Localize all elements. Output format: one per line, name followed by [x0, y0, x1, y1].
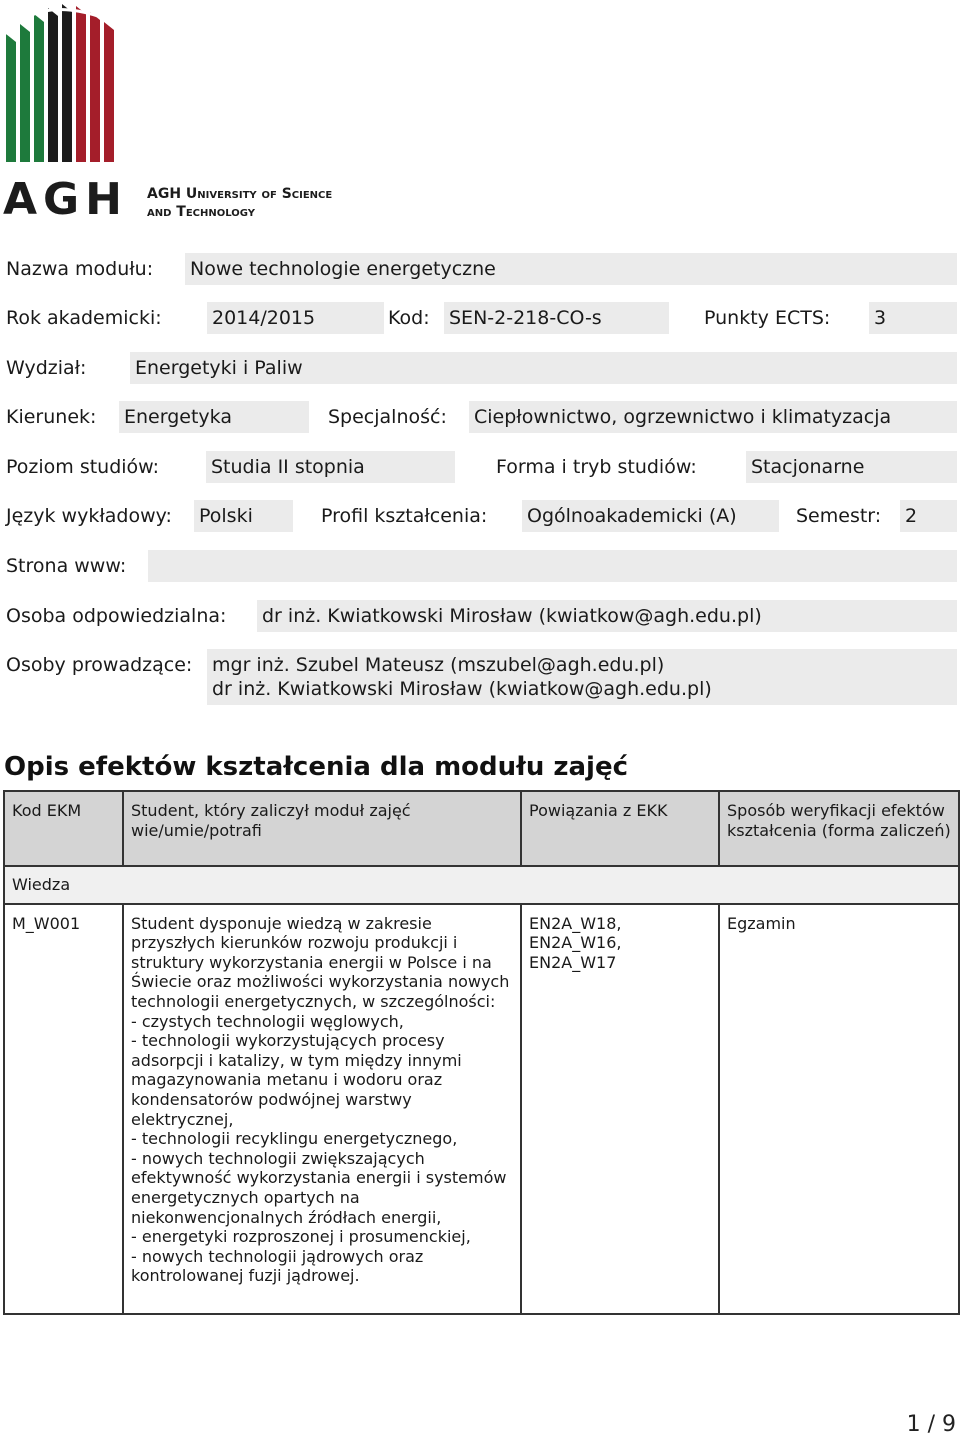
- specjalnosc-label: Specjalność:: [328, 406, 447, 428]
- ects-value: 3: [869, 302, 957, 334]
- efekty-table: [3, 790, 960, 1315]
- table-header-row: [4, 791, 959, 866]
- forma-label: Forma i tryb studiów:: [496, 456, 697, 478]
- table-section-row: [4, 866, 959, 904]
- prowadzacy-label: Osoby prowadzące:: [6, 654, 193, 676]
- prowadzacy-2: dr inż. Kwiatkowski Mirosław (kwiatkow@agh.edu.pl): [212, 678, 712, 700]
- logo-abbr: AGH: [3, 174, 128, 225]
- cell-kod: M_W001: [4, 904, 123, 1314]
- semestr-value: 2: [900, 500, 957, 532]
- semestr-label: Semestr:: [796, 505, 882, 527]
- table-row: [4, 904, 959, 1314]
- header-opis: Student, który zaliczył moduł zajęć wie/umie/potrafi: [123, 791, 521, 866]
- poziom-label: Poziom studiów:: [6, 456, 160, 478]
- rok-value: 2014/2015: [207, 302, 384, 334]
- agh-emblem-icon: [2, 2, 122, 172]
- section-wiedza: Wiedza: [4, 866, 959, 904]
- nazwa-value: Nowe technologie energetyczne: [185, 253, 957, 285]
- section-title: Opis efektów kształcenia dla modułu zajęć: [4, 752, 629, 782]
- cell-weryfikacja: Egzamin: [719, 904, 959, 1314]
- kierunek-label: Kierunek:: [6, 406, 97, 428]
- osoba-value: dr inż. Kwiatkowski Mirosław (kwiatkow@agh.edu.pl): [257, 600, 957, 632]
- cell-opis: Student dysponuje wiedzą w zakresie przyszłych kierunków rozwoju produkcji i struktury wykorzystania energii w Polsce i na Świecie oraz możliwości wykorzystania nowych technologii energetycznych, w szczególności: - czystych technologii węglowych, - technologii wykorzystujących procesy adsorpcji i katalizy, w tym między innymi magazynowania metanu i wodoru oraz kondensatorów podwójnej warstwy elektrycznej, - technologii recyklingu energetycznego, - nowych technologii zwiększających efektywność wykorzystania energii i systemów energetycznych opartych na niekonwencjonalnych źródłach energii, - energetyki rozproszonej i prosumenckiej, - nowych technologii jądrowych oraz kontrolowanej fuzji jądrowej.: [123, 904, 521, 1314]
- poziom-value: Studia II stopnia: [206, 451, 455, 483]
- rok-label: Rok akademicki:: [6, 307, 162, 329]
- jezyk-value: Polski: [194, 500, 293, 532]
- page-number: 1 / 9: [906, 1412, 956, 1437]
- jezyk-label: Język wykładowy:: [6, 505, 172, 527]
- cell-powiazania: EN2A_W18, EN2A_W16, EN2A_W17: [521, 904, 719, 1314]
- profil-label: Profil kształcenia:: [321, 505, 488, 527]
- wydzial-value: Energetyki i Paliw: [130, 352, 957, 384]
- ects-label: Punkty ECTS:: [704, 307, 831, 329]
- header-weryfikacja: Sposób weryfikacji efektów kształcenia (forma zaliczeń): [719, 791, 959, 866]
- kod-value: SEN-2-218-CO-s: [444, 302, 669, 334]
- agh-logo: [0, 0, 360, 225]
- profil-value: Ogólnoakademicki (A): [522, 500, 779, 532]
- kod-label: Kod:: [388, 307, 430, 329]
- prowadzacy-value: [207, 649, 957, 705]
- www-value: [148, 550, 957, 582]
- www-label: Strona www:: [6, 555, 127, 577]
- header-powiazania: Powiązania z EKK: [521, 791, 719, 866]
- osoba-label: Osoba odpowiedzialna:: [6, 605, 227, 627]
- nazwa-label: Nazwa modułu:: [6, 258, 154, 280]
- kierunek-value: Energetyka: [119, 401, 309, 433]
- logo-university-line1: AGH University of Science: [147, 186, 333, 202]
- wydzial-label: Wydział:: [6, 357, 87, 379]
- prowadzacy-1: mgr inż. Szubel Mateusz (mszubel@agh.edu.pl): [212, 654, 665, 676]
- header-kod-ekm: Kod EKM: [4, 791, 123, 866]
- specjalnosc-value: Ciepłownictwo, ogrzewnictwo i klimatyzacja: [469, 401, 957, 433]
- forma-value: Stacjonarne: [746, 451, 957, 483]
- logo-university-line2: and Technology: [147, 204, 255, 220]
